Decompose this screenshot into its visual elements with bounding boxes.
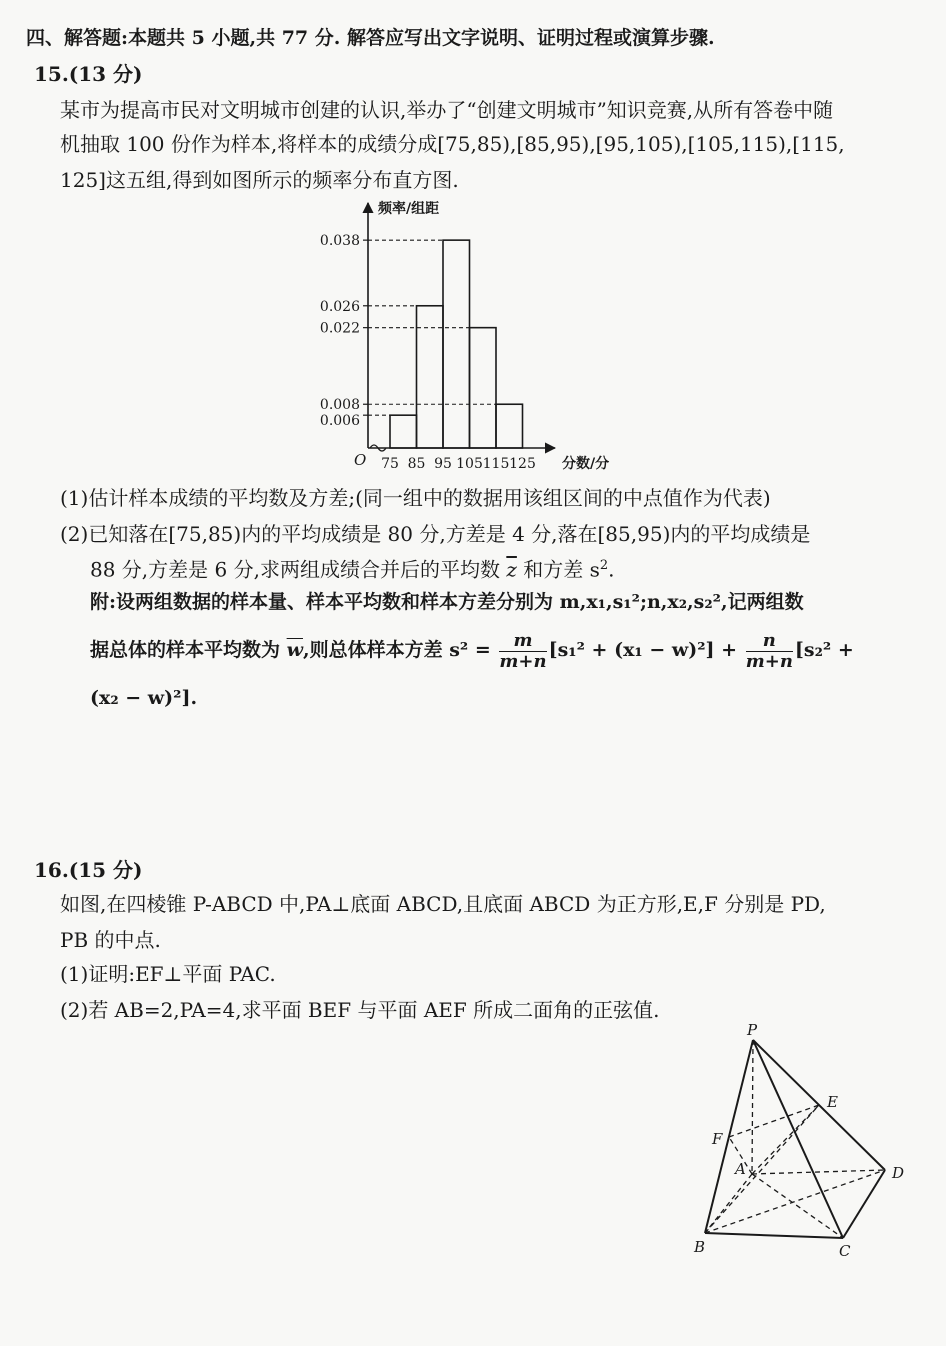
frac2-numerator: n bbox=[746, 631, 793, 652]
edge-BC bbox=[705, 1233, 843, 1238]
part2-line2-sup: 2 bbox=[599, 558, 609, 573]
part2-line2-pre: 88 分,方差是 6 分,求两组成绩合并后的平均数 bbox=[90, 557, 507, 582]
histogram-bar-5 bbox=[496, 404, 523, 448]
edge-BE bbox=[705, 1105, 819, 1233]
fraction-m-over-m-plus-n bbox=[499, 631, 546, 672]
q15-number: 15.(13 分) bbox=[34, 62, 143, 86]
label-P: P bbox=[747, 1021, 758, 1039]
fraction-n-over-m-plus-n bbox=[746, 631, 793, 672]
x-tick-label: 105 bbox=[456, 456, 483, 472]
frac1-numerator: m bbox=[499, 631, 546, 652]
q15-stem-line2: 机抽取 100 份作为样本,将样本的成绩分成[75,85),[85,95),[95,105),[105,115),[115, bbox=[60, 132, 845, 156]
x-tick-label: 125 bbox=[509, 456, 536, 472]
z-bar-symbol: $\overline{z}$ bbox=[506, 557, 517, 582]
frac2-denominator: m+n bbox=[745, 650, 793, 672]
q16-stem-line2: PB 的中点. bbox=[60, 928, 161, 952]
label-B: B bbox=[694, 1238, 706, 1256]
origin-label: O bbox=[354, 451, 367, 469]
q15-note-line1: 附:设两组数据的样本量、样本平均数和样本方差分别为 m,x₁,s₁²;n,x₂,s₂²,记两组数 bbox=[90, 591, 804, 613]
frac1-denominator: m+n bbox=[499, 650, 547, 672]
part2-line2-end: . bbox=[608, 557, 615, 582]
y-axis-label: 频率/组距 bbox=[378, 201, 440, 217]
x-axis-label: 分数/分 bbox=[562, 456, 610, 472]
frequency-histogram bbox=[300, 195, 620, 480]
histogram-bar-1 bbox=[390, 415, 417, 448]
label-F: F bbox=[712, 1130, 723, 1148]
pyramid-figure bbox=[690, 1020, 920, 1265]
histogram-bar-3 bbox=[443, 240, 470, 448]
y-tick-label: 0.038 bbox=[319, 233, 360, 250]
note-term2: [s₂² + bbox=[794, 639, 854, 661]
label-C: C bbox=[839, 1242, 851, 1260]
label-E: E bbox=[827, 1093, 838, 1111]
q16-part1: (1)证明:EF⊥平面 PAC. bbox=[60, 962, 276, 986]
x-tick-label: 115 bbox=[482, 456, 510, 472]
y-tick-label: 0.008 bbox=[319, 397, 360, 414]
q15-part1: (1)估计样本成绩的平均数及方差;(同一组中的数据用该组区间的中点值作为代表) bbox=[60, 486, 771, 510]
q15-part2-line1: (2)已知落在[75,85)内的平均成绩是 80 分,方差是 4 分,落在[85,95)内的平均成绩是 bbox=[60, 522, 811, 546]
y-tick-label: 0.006 bbox=[319, 413, 360, 430]
part2-line2-mid: 和方差 s bbox=[516, 557, 600, 582]
note-line2-mid: ,则总体样本方差 s² = bbox=[302, 639, 498, 661]
q16-part2: (2)若 AB=2,PA=4,求平面 BEF 与平面 AEF 所成二面角的正弦值. bbox=[60, 998, 660, 1022]
q16-number: 16.(15 分) bbox=[34, 858, 143, 882]
x-tick-label: 95 bbox=[434, 456, 452, 472]
q15-part2-line2 bbox=[90, 552, 615, 584]
w-bar-symbol: $\overline{w}$ bbox=[286, 639, 303, 661]
section-header: 四、解答题:本题共 5 小题,共 77 分. 解答应写出文字说明、证明过程或演算步骤. bbox=[26, 27, 715, 49]
edge-PA bbox=[752, 1040, 753, 1174]
edge-EF bbox=[729, 1105, 819, 1137]
x-tick-label: 75 bbox=[381, 456, 399, 472]
note-term1: [s₁² + (x₁ − w)²] + bbox=[548, 639, 744, 661]
q16-stem-line1: 如图,在四棱锥 P-ABCD 中,PA⊥底面 ABCD,且底面 ABCD 为正方形,E,F 分别是 PD, bbox=[60, 892, 826, 916]
q15-note-line2 bbox=[90, 628, 854, 672]
q15-stem-line3: 125]这五组,得到如图所示的频率分布直方图. bbox=[60, 168, 459, 192]
q15-stem-line1: 某市为提高市民对文明城市创建的认识,举办了“创建文明城市”知识竞赛,从所有答卷中随 bbox=[60, 98, 834, 122]
label-A: A bbox=[735, 1160, 746, 1178]
histogram-bar-4 bbox=[470, 328, 497, 448]
edge-BD bbox=[705, 1170, 885, 1233]
edge-PC bbox=[753, 1040, 843, 1238]
edge-AD bbox=[752, 1170, 885, 1174]
edge-CD bbox=[843, 1170, 885, 1238]
note-line2-pre: 据总体的样本平均数为 bbox=[90, 639, 287, 661]
x-tick-label: 85 bbox=[407, 456, 426, 472]
q15-note-line3: (x₂ − w)²]. bbox=[90, 687, 198, 709]
y-tick-label: 0.022 bbox=[319, 320, 360, 337]
y-tick-label: 0.026 bbox=[319, 298, 360, 315]
label-D: D bbox=[892, 1164, 905, 1182]
